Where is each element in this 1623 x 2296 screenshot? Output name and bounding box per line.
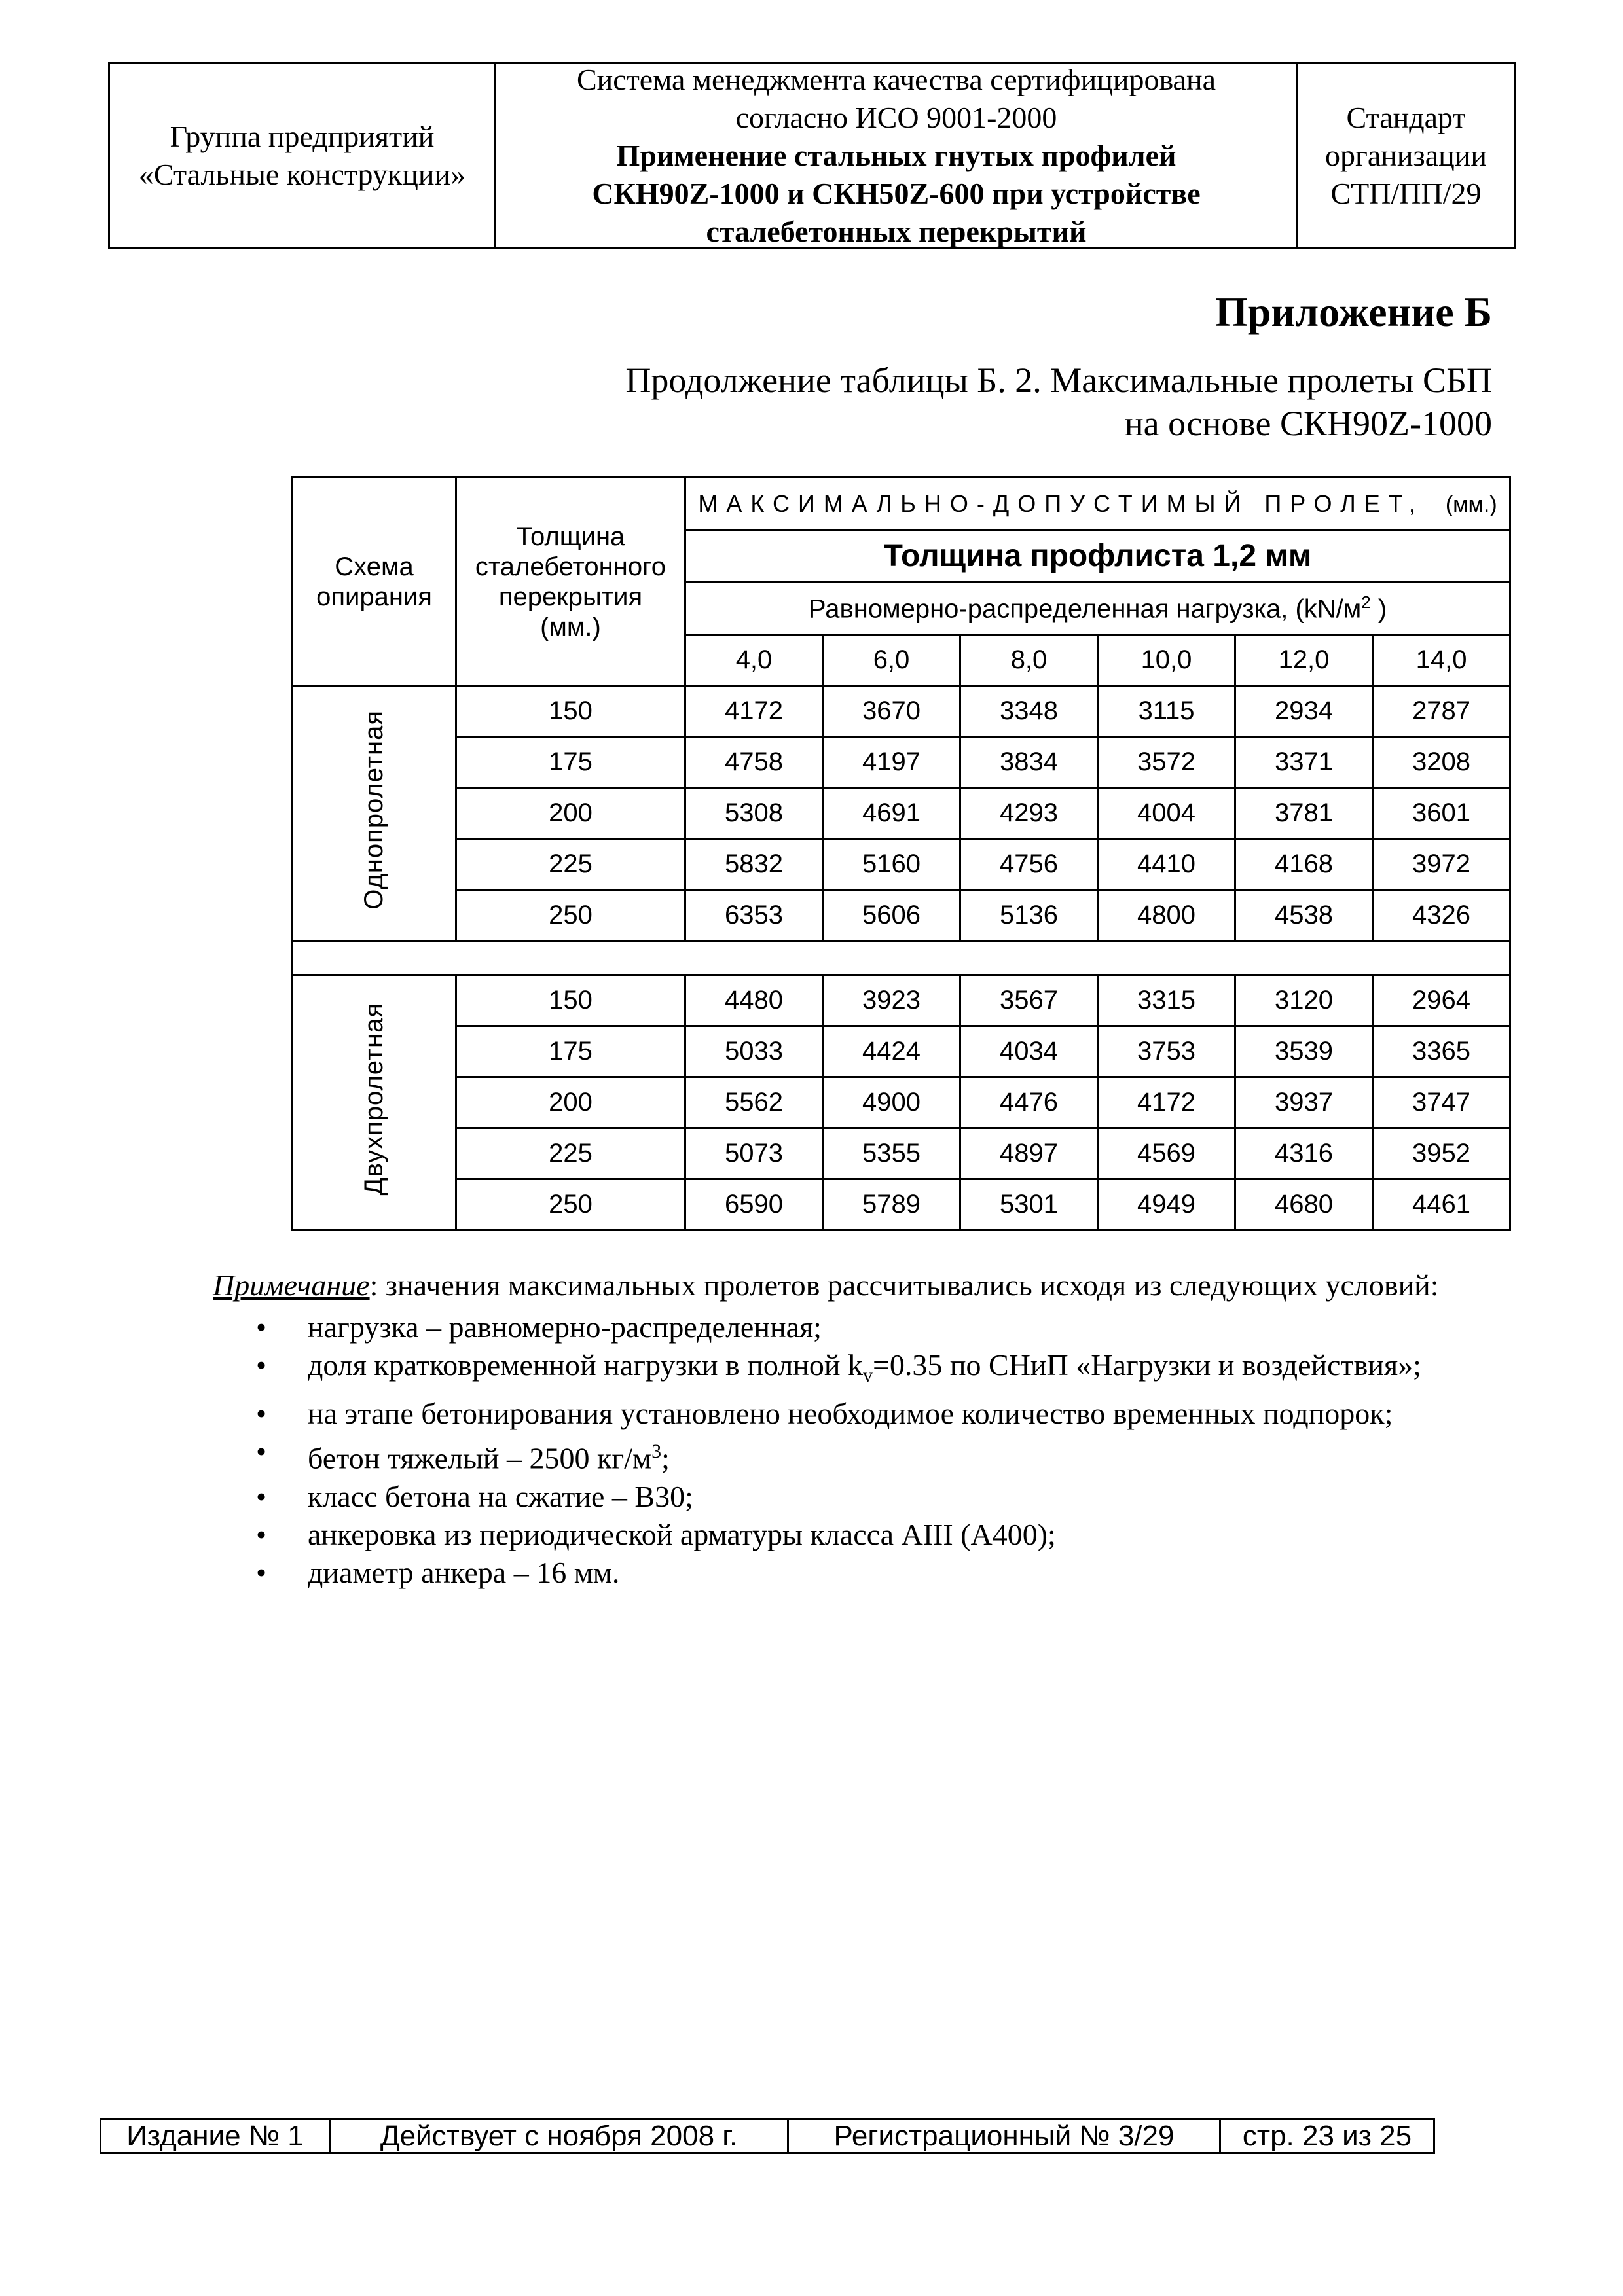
table-row	[293, 788, 1510, 839]
note-item-text: анкеровка из периодической арматуры класса АIII (А400);	[308, 1517, 1056, 1551]
max-span-value-cell: 4410	[1098, 839, 1235, 890]
note-list-item	[213, 1308, 1496, 1346]
max-span-value-cell: 6353	[685, 890, 823, 941]
footer-edition: Издание № 1	[101, 2120, 331, 2152]
header-company-cell	[110, 64, 496, 247]
max-span-value-cell: 5832	[685, 839, 823, 890]
note-item-text: нагрузка – равномерно-распределенная;	[308, 1310, 822, 1344]
support-scheme-cell	[293, 975, 456, 1230]
header-company-line: Группа предприятий	[170, 119, 435, 153]
max-span-value-cell: 2934	[1235, 686, 1373, 737]
table-caption-line: на основе СКН90Z-1000	[1124, 404, 1492, 443]
table-caption-line: Продолжение таблицы Б. 2. Максимальные пролеты СБП	[625, 361, 1492, 400]
slab-thickness-cell: 175	[456, 1026, 685, 1077]
max-span-header-text: МАКСИМАЛЬНО-ДОПУСТИМЫЙ ПРОЛЕТ,	[698, 490, 1424, 517]
profile-thickness-header: Толщина профлиста 1,2 мм	[685, 530, 1510, 583]
max-span-value-cell: 4538	[1235, 890, 1373, 941]
header-doc-title-line: Применение стальных гнутых профилей	[616, 138, 1176, 172]
slab-thickness-cell: 225	[456, 1128, 685, 1179]
header-qms-line: Система менеджмента качества сертифицирована	[576, 62, 1216, 96]
max-span-value-cell: 3670	[823, 686, 960, 737]
max-spans-table	[291, 476, 1511, 1231]
document-footer	[100, 2118, 1435, 2154]
max-span-value-cell: 5789	[823, 1179, 960, 1230]
max-span-value-cell: 4168	[1235, 839, 1373, 890]
header-standard-line: организации	[1325, 138, 1487, 172]
table-row	[293, 1077, 1510, 1128]
max-span-value-cell: 3781	[1235, 788, 1373, 839]
group-separator-cell	[293, 941, 1510, 975]
max-span-value-cell: 3115	[1098, 686, 1235, 737]
max-span-value-cell: 3747	[1373, 1077, 1510, 1128]
load-value-cell: 4,0	[685, 635, 823, 686]
max-span-value-cell: 3834	[960, 737, 1098, 788]
max-span-value-cell: 3315	[1098, 975, 1235, 1026]
footer-registration-number: Регистрационный № 3/29	[789, 2120, 1221, 2152]
header-doc-title-line: сталебетонных перекрытий	[706, 214, 1087, 248]
max-span-value-cell: 4569	[1098, 1128, 1235, 1179]
load-value-cell: 14,0	[1373, 635, 1510, 686]
header-standard-line: Стандарт	[1346, 100, 1466, 134]
max-span-value-cell: 3365	[1373, 1026, 1510, 1077]
max-span-value-cell: 4461	[1373, 1179, 1510, 1230]
max-span-value-cell: 5355	[823, 1128, 960, 1179]
note-intro	[213, 1266, 1496, 1304]
max-span-value-cell: 2964	[1373, 975, 1510, 1026]
slab-thickness-cell: 250	[456, 1179, 685, 1230]
max-span-value-cell: 4034	[960, 1026, 1098, 1077]
note-list-item	[213, 1395, 1496, 1433]
max-span-value-cell: 3601	[1373, 788, 1510, 839]
note-item-tail: ;	[661, 1441, 670, 1475]
scheme-column-header: Схема опирания	[293, 478, 456, 686]
table-row	[293, 1128, 1510, 1179]
max-span-value-cell: 3567	[960, 975, 1098, 1026]
bullet-icon: •	[256, 1435, 267, 1469]
max-span-value-cell: 3348	[960, 686, 1098, 737]
max-span-value-cell: 2787	[1373, 686, 1510, 737]
load-value-cell: 8,0	[960, 635, 1098, 686]
max-span-value-cell: 3952	[1373, 1128, 1510, 1179]
max-span-value-cell: 5606	[823, 890, 960, 941]
max-span-value-cell: 5136	[960, 890, 1098, 941]
max-span-value-cell: 4758	[685, 737, 823, 788]
max-span-value-cell: 5562	[685, 1077, 823, 1128]
appendix-title: Приложение Б	[1215, 289, 1492, 335]
max-span-header	[685, 478, 1510, 530]
note-item-tail: =0.35 по СНиП «Нагрузки и воздействия»;	[872, 1348, 1421, 1382]
max-span-value-cell: 4326	[1373, 890, 1510, 941]
max-span-value-cell: 4680	[1235, 1179, 1373, 1230]
bullet-icon: •	[256, 1479, 267, 1513]
header-title-cell	[496, 64, 1298, 247]
note-list-item	[213, 1516, 1496, 1554]
slab-thickness-cell: 250	[456, 890, 685, 941]
max-span-value-cell: 4900	[823, 1077, 960, 1128]
header-company-line: «Стальные конструкции»	[138, 157, 466, 191]
max-span-value-cell: 3208	[1373, 737, 1510, 788]
table-row	[293, 1026, 1510, 1077]
slab-thickness-cell: 200	[456, 1077, 685, 1128]
note-item-text: на этапе бетонирования установлено необходимое количество временных подпорок;	[308, 1397, 1393, 1431]
max-span-value-cell: 4197	[823, 737, 960, 788]
note-item-text: диаметр анкера – 16 мм.	[308, 1555, 620, 1589]
max-span-value-cell: 4691	[823, 788, 960, 839]
note-item-subscript: v	[862, 1365, 873, 1387]
note-list-item	[213, 1346, 1496, 1395]
header-doc-title-line: СКН90Z-1000 и СКН50Z-600 при устройстве	[592, 176, 1201, 210]
document-header	[108, 62, 1516, 249]
bullet-icon: •	[256, 1555, 267, 1589]
max-span-value-cell: 3120	[1235, 975, 1373, 1026]
max-span-value-cell: 6590	[685, 1179, 823, 1230]
max-span-value-cell: 3539	[1235, 1026, 1373, 1077]
note-list-item	[213, 1478, 1496, 1516]
max-span-value-cell: 3937	[1235, 1077, 1373, 1128]
load-value-cell: 10,0	[1098, 635, 1235, 686]
slab-thickness-cell: 150	[456, 975, 685, 1026]
max-span-value-cell: 3753	[1098, 1026, 1235, 1077]
bullet-icon: •	[256, 1348, 267, 1382]
bullet-icon: •	[256, 1310, 267, 1344]
table-row	[293, 686, 1510, 737]
max-span-value-cell: 5033	[685, 1026, 823, 1077]
max-span-value-cell: 4756	[960, 839, 1098, 890]
max-span-value-cell: 4949	[1098, 1179, 1235, 1230]
max-span-value-cell: 4293	[960, 788, 1098, 839]
max-span-value-cell: 5160	[823, 839, 960, 890]
slab-thickness-cell: 225	[456, 839, 685, 890]
slab-thickness-cell: 150	[456, 686, 685, 737]
note-item-text: доля кратковременной нагрузки в полной k	[308, 1348, 863, 1382]
support-scheme-label: Двухпролетная	[359, 1003, 388, 1196]
slab-thickness-cell: 200	[456, 788, 685, 839]
header-qms-line: согласно ИСО 9001-2000	[735, 100, 1057, 134]
table-caption	[445, 359, 1492, 445]
bullet-icon: •	[256, 1397, 267, 1431]
note-label: Примечание	[213, 1268, 370, 1302]
footer-page-number: стр. 23 из 25	[1242, 2119, 1412, 2152]
note-intro-text: : значения максимальных пролетов рассчитывались исходя из следующих условий:	[369, 1268, 1439, 1302]
max-span-value-cell: 4476	[960, 1077, 1098, 1128]
support-scheme-cell	[293, 686, 456, 941]
max-span-value-cell: 5301	[960, 1179, 1098, 1230]
table-row	[293, 890, 1510, 941]
bullet-icon: •	[256, 1517, 267, 1551]
load-value-cell: 6,0	[823, 635, 960, 686]
max-span-value-cell: 5308	[685, 788, 823, 839]
max-span-value-cell: 4897	[960, 1128, 1098, 1179]
max-span-value-cell: 3572	[1098, 737, 1235, 788]
group-separator-row	[293, 941, 1510, 975]
thickness-column-header: Толщина сталебетонного перекрытия (мм.)	[456, 478, 685, 686]
max-span-value-cell: 5073	[685, 1128, 823, 1179]
max-span-value-cell: 4172	[1098, 1077, 1235, 1128]
table-row	[293, 737, 1510, 788]
max-span-value-cell: 3371	[1235, 737, 1373, 788]
table-row	[293, 1179, 1510, 1230]
max-span-value-cell: 4480	[685, 975, 823, 1026]
footer-effective-date: Действует с ноября 2008 г.	[331, 2120, 789, 2152]
max-span-value-cell: 4172	[685, 686, 823, 737]
max-span-value-cell: 3972	[1373, 839, 1510, 890]
note-list-item	[213, 1554, 1496, 1592]
table-row	[293, 839, 1510, 890]
load-value-cell: 12,0	[1235, 635, 1373, 686]
table-row	[293, 975, 1510, 1026]
header-standard-cell	[1298, 64, 1514, 247]
max-span-value-cell: 4316	[1235, 1128, 1373, 1179]
note-item-superscript: 3	[651, 1441, 662, 1463]
note-conditions-list	[213, 1308, 1496, 1592]
load-header: Равномерно-распределенная нагрузка, ($kN/м^2$ )	[685, 583, 1510, 635]
table-note	[213, 1266, 1496, 1592]
max-span-value-cell: 4004	[1098, 788, 1235, 839]
header-standard-line: СТП/ПП/29	[1330, 176, 1482, 210]
note-list-item	[213, 1433, 1496, 1477]
note-item-text: бетон тяжелый – 2500 кг/м	[308, 1441, 652, 1475]
note-item-text: класс бетона на сжатие – В30;	[308, 1479, 693, 1513]
max-span-value-cell: 4424	[823, 1026, 960, 1077]
slab-thickness-cell: 175	[456, 737, 685, 788]
max-span-value-cell: 4800	[1098, 890, 1235, 941]
support-scheme-label: Однопролетная	[359, 710, 388, 910]
max-span-value-cell: 3923	[823, 975, 960, 1026]
max-span-header-unit: (мм.)	[1445, 492, 1497, 517]
